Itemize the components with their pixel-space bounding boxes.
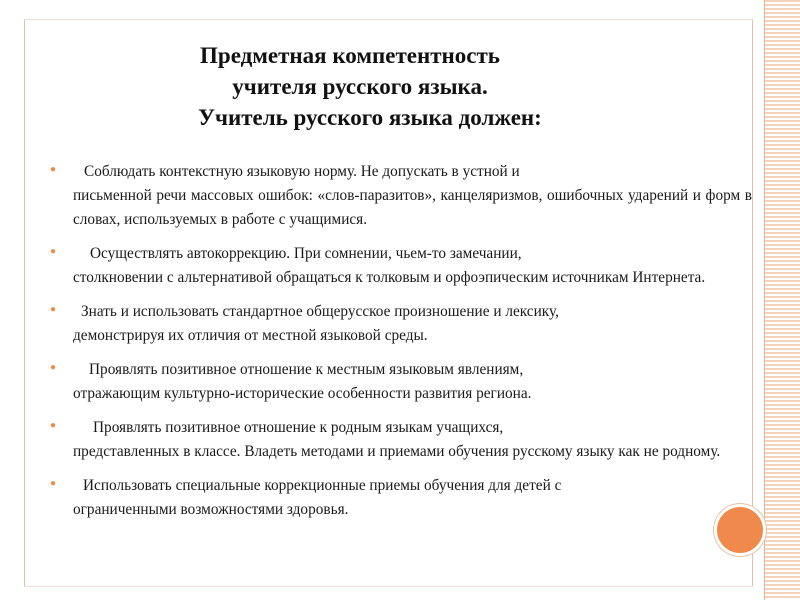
bullet-dot-icon: ● [50,478,57,489]
bullet-dot-icon: ● [50,304,57,315]
bullet-first-line: Использовать специальные коррекционные приемы обучения для детей с [83,477,562,494]
bullet-dot-icon: ● [50,164,57,175]
bullet-dot-icon: ● [50,362,57,373]
bullet-rest: демонстрируя их отличия от местной языковой среды. [73,327,428,344]
bullet-rest: отражающим культурно-исторические особенности развития региона. [73,385,532,402]
list-item [44,474,752,522]
bullet-first-line: Знать и использовать стандартное общерусское произношение и лексику, [81,303,559,320]
bullet-first-line: Проявлять позитивное отношение к местным языковым явлениям, [89,361,524,378]
title-line-1: Предметная компетентность [200,43,500,68]
slide-title [60,40,740,133]
bullet-dot-icon: ● [50,246,57,257]
title-line-3: Учитель русского языка должен: [198,105,542,130]
bullet-rest: ограниченными возможностями здоровья. [73,501,349,518]
list-item [44,358,752,406]
bullet-first-line: Соблюдать контекстную языковую норму. Не допускать в устной и [84,163,520,180]
title-line-2: учителя русского языка. [232,74,488,99]
bullet-dot-icon: ● [50,420,57,431]
decorative-circle-icon [714,504,766,556]
bullet-list [44,160,752,522]
decorative-side-stripe [765,0,800,600]
bullet-rest: столкновении с альтернативой обращаться к толковым и орфоэпическим источникам Интернета. [73,269,706,286]
bullet-rest: письменной речи массовых ошибок: «слов-паразитов», канцеляризмов, ошибочных ударений и форм в словах, используемых в работе с учащимися. [73,187,752,228]
list-item [44,300,752,348]
list-item [44,416,752,464]
bullet-first-line: Осуществлять автокоррекцию. При сомнении, чьем-то замечании, [90,245,522,262]
list-item [44,242,752,290]
bullet-rest: представленных в классе. Владеть методами и приемами обучения русскому языку как не родному. [73,443,721,460]
list-item [44,160,752,232]
bullet-first-line: Проявлять позитивное отношение к родным языкам учащихся, [93,419,504,436]
